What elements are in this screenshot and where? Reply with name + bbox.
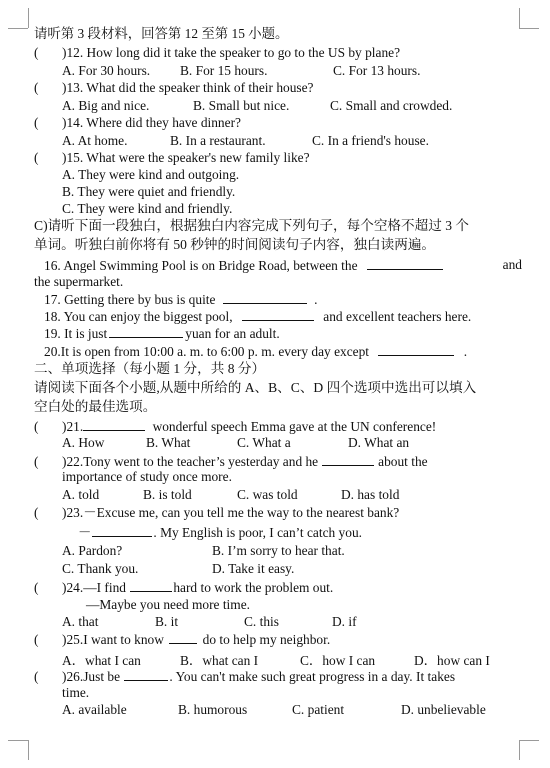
question-22-cont: importance of study once more. [62,469,232,484]
answer-blank[interactable] [83,418,145,431]
crop-mark-top-left [28,8,29,28]
answer-blank[interactable] [378,343,454,356]
q22-option-a: A. told [62,487,100,502]
q25-option-a: A．what I can [62,653,141,668]
answer-blank[interactable] [109,325,183,338]
question-15 [34,150,522,166]
question-16-cont: the supermarket. [34,274,124,289]
question-13 [34,80,522,96]
question-25 [34,631,522,648]
answer-blank[interactable] [169,631,197,644]
answer-paren: ( [34,45,39,60]
crop-mark-bottom-right-h [519,740,539,741]
question-text: wonderful speech Emma gave at the UN conference! [152,419,437,434]
crop-mark-bottom-right [519,740,520,760]
q25-option-b: B．what can I [180,653,259,668]
answer-blank[interactable] [124,668,168,681]
q15-option-b: B. They were quiet and friendly. [62,184,236,199]
question-text-and: and [502,257,522,272]
question-text: )25.I want to know [62,632,164,647]
question-text-end: about the [378,454,428,469]
section-c-instruction-line2: 单词。听独白前你将有 50 秒钟的时间阅读句子内容，独白读两遍。 [34,237,436,252]
answer-paren: ( [34,454,39,469]
q24-option-d: D. if [332,614,357,629]
question-stem: )12. How long did it take the speaker to go to the US by plane? [62,45,401,60]
q12-option-b: B. For 15 hours. [180,63,268,78]
q15-option-c: C. They were kind and friendly. [62,201,233,216]
section-c-instruction-line1: C)请听下面一段独白，根据独白内容完成下列句子，每个空格不超过 3 个 [34,218,469,233]
answer-blank[interactable] [322,453,374,466]
question-26-cont: time. [62,685,90,700]
q26-option-b: B. humorous [178,702,248,717]
q23-option-c: C. Thank you. [62,561,139,576]
question-text-end: yuan for an adult. [185,326,280,341]
question-20 [44,343,522,360]
question-num: )21. [62,419,84,434]
q26-option-c: C. patient [292,702,345,717]
answer-paren: ( [34,115,39,130]
q24-option-c: C. this [244,614,279,629]
q26-option-d: D. unbelievable [401,702,486,717]
question-24-reply: —Maybe you need more time. [86,597,250,612]
question-18 [44,308,522,325]
q13-option-a: A. Big and nice. [62,98,150,113]
answer-paren: ( [34,669,39,684]
q14-option-c: C. In a friend's house. [312,133,429,148]
q22-option-c: C. was told [237,487,298,502]
question-stem: )14. Where did they have dinner? [62,115,241,130]
answer-blank[interactable] [92,524,152,537]
question-text: . My English is poor, I can’t catch you. [153,525,362,540]
answer-blank[interactable] [367,257,443,270]
q21-option-d: D. What an [348,435,410,450]
question-text: 17. Getting there by bus is quite [44,292,216,307]
question-text: 19. It is just [44,326,108,341]
section3-header: 请听第 3 段材料，回答第 12 至第 15 小题。 [34,26,289,41]
answer-blank[interactable] [223,291,307,304]
q25-option-d: D．how can I [414,653,490,668]
answer-paren: ( [34,150,39,165]
q23-option-d: D. Take it easy. [212,561,295,576]
q26-option-a: A. available [62,702,127,717]
question-stem: )15. What were the speaker's new family like? [62,150,310,165]
question-text: )24.—I find [62,580,126,595]
q22-option-b: B. is told [143,487,192,502]
question-text: )22.Tony went to the teacher’s yesterday and he [62,454,319,469]
crop-mark-bottom-left-h [8,740,28,741]
dash: － [78,525,92,540]
q13-option-b: B. Small but nice. [193,98,290,113]
question-text-end: . You can't make such great progress in a day. It takes [169,669,456,684]
question-text-end: do to help my neighbor. [202,632,331,647]
crop-mark-top-right [519,8,520,28]
crop-mark-top-right-h [519,28,539,29]
q25-option-c: C．how I can [300,653,376,668]
question-12 [34,45,522,61]
question-text-end: . [463,344,468,359]
part2-instruction-line1: 请阅读下面各个小题,从题中所给的 A、B、C、D 四个选项中选出可以填入 [34,380,477,395]
question-text: 16. Angel Swimming Pool is on Bridge Road, between the [44,258,358,273]
q24-option-a: A. that [62,614,99,629]
question-text-end: hard to work the problem out. [173,580,334,595]
question-21 [34,418,522,435]
answer-paren: ( [34,419,39,434]
answer-paren: ( [34,80,39,95]
question-24 [34,579,522,596]
q21-option-c: C. What a [237,435,291,450]
question-stem: )13. What did the speaker think of their house? [62,80,314,95]
question-text: )23.－Excuse me, can you tell me the way to the nearest bank? [62,505,400,520]
q14-option-b: B. In a restaurant. [170,133,266,148]
question-14 [34,115,522,131]
answer-paren: ( [34,505,39,520]
crop-mark-bottom-left [28,740,29,760]
answer-blank[interactable] [130,579,172,592]
q23-option-b: B. I’m sorry to hear that. [212,543,345,558]
q12-option-a: A. For 30 hours. [62,63,151,78]
question-text: )26.Just be [62,669,121,684]
question-text-end: . [314,292,318,307]
question-23-reply [78,524,522,541]
q23-option-a: A. Pardon? [62,543,123,558]
answer-blank[interactable] [242,308,314,321]
q21-option-a: A. How [62,435,105,450]
answer-paren: ( [34,632,39,647]
q22-option-d: D. has told [341,487,400,502]
answer-paren: ( [34,580,39,595]
q13-option-c: C. Small and crowded. [330,98,453,113]
question-text-end: and excellent teachers here. [323,309,472,324]
question-text: 20.It is open from 10:00 a. m. to 6:00 p. m. every day except [44,344,370,359]
q14-option-a: A. At home. [62,133,128,148]
question-19 [44,325,522,342]
q24-option-b: B. it [155,614,179,629]
part2-title: 二、单项选择（每小题 1 分，共 8 分） [34,361,266,376]
q12-option-c: C. For 13 hours. [333,63,421,78]
q21-option-b: B. What [146,435,191,450]
question-17 [44,291,522,308]
question-22 [34,453,522,470]
part2-instruction-line2: 空白处的最佳选项。 [34,399,157,414]
question-26 [34,668,522,685]
question-16 [44,257,522,274]
q15-option-a: A. They were kind and outgoing. [62,167,240,182]
crop-mark-top-left-h [8,28,28,29]
question-text: 18. You can enjoy the biggest pool, [44,309,233,324]
question-23 [34,505,522,521]
